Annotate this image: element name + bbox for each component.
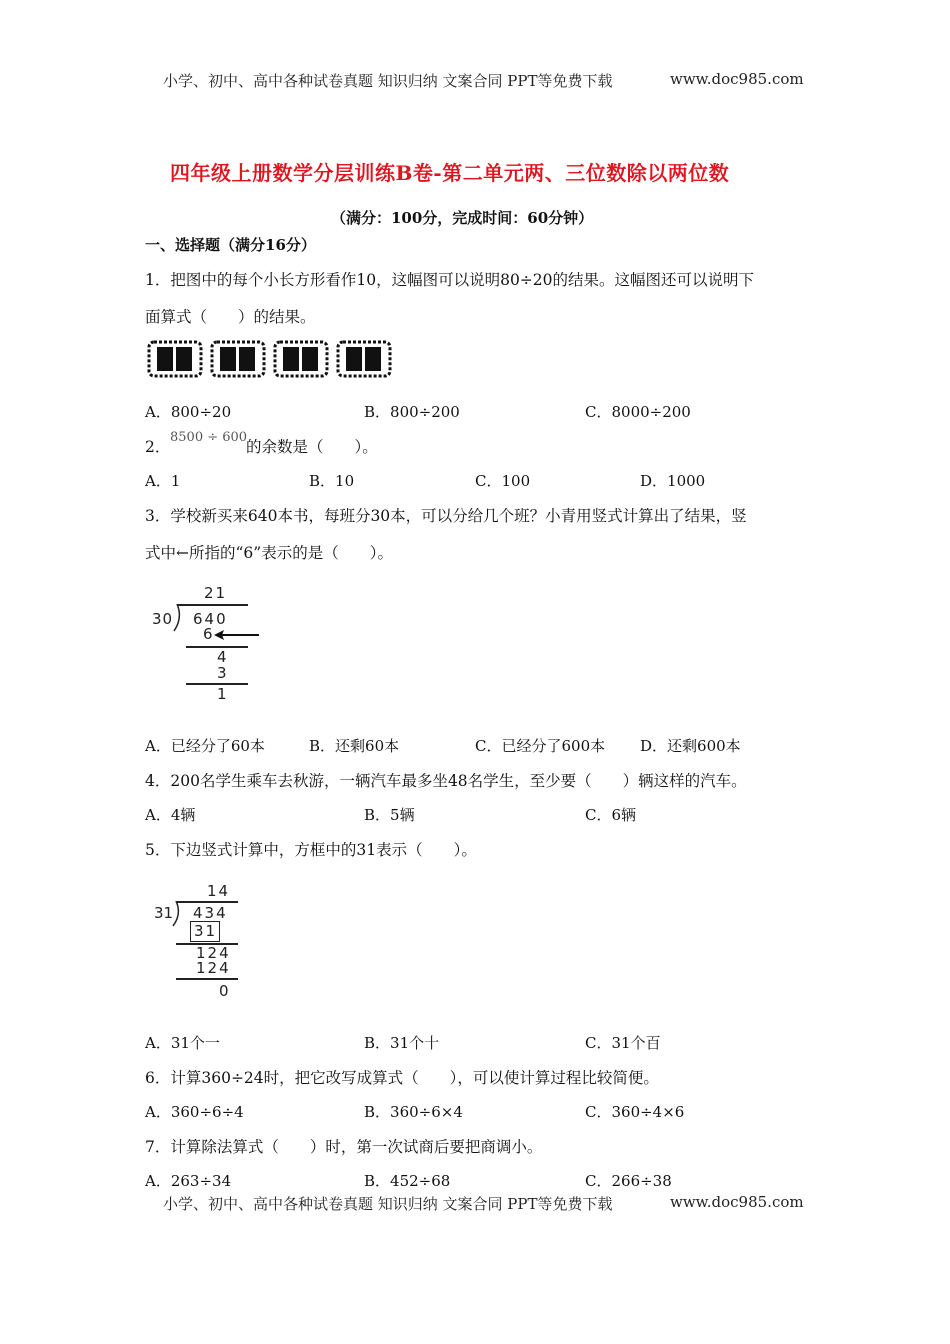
q4-option-b[interactable]: B．5辆 [364, 806, 415, 824]
page-subtitle: （满分：100分，完成时间：60分钟） [331, 209, 594, 227]
div2-dividend: 434 [193, 904, 228, 922]
q1-line1: 1．把图中的每个小长方形看作10，这幅图可以说明80÷20的结果。这幅图还可以说明下 [145, 271, 755, 289]
div2-step2: 124 [196, 944, 231, 962]
q7-text: 7．计算除法算式（ ）时，第一次试商后要把商调小。 [145, 1138, 543, 1156]
q5-option-b[interactable]: B．31个十 [364, 1034, 440, 1052]
q7-option-b[interactable]: B．452÷68 [364, 1172, 451, 1190]
div1-top-bar [177, 604, 248, 606]
q1-option-c[interactable]: C．8000÷200 [585, 403, 691, 421]
q2-option-b[interactable]: B．10 [309, 472, 355, 490]
q7-option-c[interactable]: C．266÷38 [585, 1172, 672, 1190]
q3-line1: 3．学校新买来640本书，每班分30本，可以分给几个班？小青用竖式计算出了结果，竖 [145, 507, 747, 525]
q3-option-c[interactable]: C．已经分了600本 [475, 737, 606, 755]
rectangle-figure [145, 338, 395, 380]
div1-dividend: 640 [193, 610, 228, 628]
q6-option-c[interactable]: C．360÷4×6 [585, 1103, 685, 1121]
div1-remainder: 1 [217, 685, 227, 703]
q2-expression: 8500 ÷ 600 [170, 430, 248, 445]
q7-option-a[interactable]: A．263÷34 [145, 1172, 232, 1190]
q3-option-a[interactable]: A．已经分了60本 [145, 737, 265, 755]
div2-bracket [170, 901, 182, 927]
page-title: 四年级上册数学分层训练B卷-第二单元两、三位数除以两位数 [170, 161, 730, 185]
div1-bracket [171, 604, 183, 632]
div2-remainder: 0 [219, 982, 229, 1000]
header-text: 小学、初中、高中各种试卷真题 知识归纳 文案合同 PPT等免费下载 [163, 72, 613, 90]
q6-option-a[interactable]: A．360÷6÷4 [145, 1103, 244, 1121]
div1-divisor: 30 [152, 610, 174, 628]
q2-number: 2． [145, 438, 171, 456]
q1-option-a[interactable]: A．800÷20 [145, 403, 232, 421]
q4-option-a[interactable]: A．4辆 [145, 806, 196, 824]
footer-url[interactable]: www.doc985.com [670, 1193, 804, 1211]
q5-option-a[interactable]: A．31个一 [145, 1034, 220, 1052]
q2-option-d[interactable]: D．1000 [640, 472, 706, 490]
div2-divisor: 31 [154, 904, 174, 922]
header-url[interactable]: www.doc985.com [670, 70, 804, 88]
div1-step2: 4 [217, 648, 227, 666]
q3-line2: 式中←所指的“6”表示的是（ ）。 [145, 544, 393, 562]
q2-option-a[interactable]: A．1 [145, 472, 181, 490]
footer-text: 小学、初中、高中各种试卷真题 知识归纳 文案合同 PPT等免费下载 [163, 1195, 613, 1213]
div2-quotient: 14 [207, 882, 231, 900]
q3-option-b[interactable]: B．还剩60本 [309, 737, 400, 755]
q6-option-b[interactable]: B．360÷6×4 [364, 1103, 463, 1121]
section-heading: 一、选择题（满分16分） [145, 236, 316, 254]
q3-option-d[interactable]: D．还剩600本 [640, 737, 741, 755]
q5-option-c[interactable]: C．31个百 [585, 1034, 661, 1052]
q2-text: 的余数是（ ）。 [246, 438, 378, 456]
q6-text: 6．计算360÷24时，把它改写成算式（ ），可以使计算过程比较简便。 [145, 1069, 659, 1087]
q4-text: 4．200名学生乘车去秋游，一辆汽车最多坐48名学生，至少要（ ）辆这样的汽车。 [145, 772, 747, 790]
div2-rule-2 [176, 978, 238, 980]
div2-step3: 124 [196, 959, 231, 977]
div1-step1: 6 [203, 625, 213, 643]
div1-step3: 3 [217, 664, 227, 682]
div2-boxed-value: 31 [194, 922, 218, 940]
q4-option-c[interactable]: C．6辆 [585, 806, 637, 824]
q2-option-c[interactable]: C．100 [475, 472, 531, 490]
arrow-left-icon [213, 628, 261, 642]
q1-line2: 面算式（ ）的结果。 [145, 308, 316, 326]
q1-option-b[interactable]: B．800÷200 [364, 403, 460, 421]
div1-quotient: 21 [204, 584, 228, 602]
q5-text: 5．下边竖式计算中，方框中的31表示（ ）。 [145, 841, 477, 859]
div2-top-bar [176, 901, 238, 903]
